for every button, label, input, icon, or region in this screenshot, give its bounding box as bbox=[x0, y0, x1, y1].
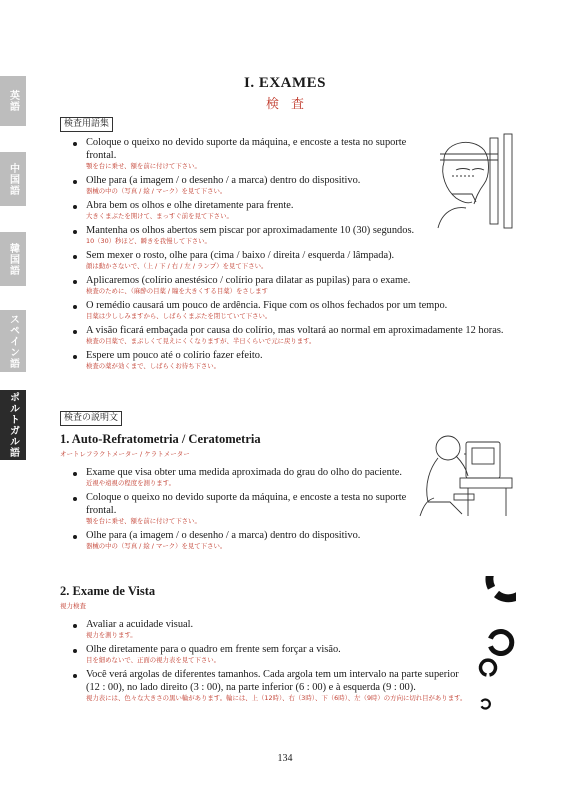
page-number: 134 bbox=[277, 753, 293, 764]
list-item: Sem mexer o rosto, olhe para (cima / baixo / direita / esquerda / lâmpada). 顔は動かさないで、（上 / 下 / 右 / 左 / ランプ）を見て下さい。 bbox=[70, 249, 536, 271]
landolt-ring-icon bbox=[489, 576, 516, 598]
side-tab-label: スペイン語 bbox=[7, 313, 19, 369]
section-title-vision-test: 2. Exame de Vista bbox=[60, 584, 156, 598]
side-tab-label: 韓国語 bbox=[7, 242, 19, 276]
autorefractometer-illustration bbox=[410, 428, 518, 518]
list-item: Coloque o queixo no devido suporte da máquina, e encoste a testa no suporte frontal. 顎を台に乗せ、額を前に付けて下さい。 bbox=[70, 491, 410, 526]
section2-list bbox=[70, 618, 467, 706]
list-item: Espere um pouco até o colírio fazer efeito. 検査の薬が効くまで、しばらくお待ち下さい。 bbox=[70, 349, 536, 371]
side-tab-korean[interactable] bbox=[0, 232, 26, 286]
list-item: Exame que visa obter uma medida aproximada do grau do olho do paciente. 近視や遠視の程度を測ります。 bbox=[70, 466, 410, 488]
glossary-label: 検査用語集 bbox=[60, 117, 113, 132]
section-subtitle-jp: オートレフラクトメーター / ケラトメーター bbox=[60, 450, 190, 458]
explanation-label: 検査の説明文 bbox=[60, 411, 122, 426]
landolt-rings-chart bbox=[456, 576, 516, 726]
landolt-ring-icon bbox=[482, 700, 490, 709]
side-tab-label: 英語 bbox=[7, 90, 19, 112]
list-item: O remédio causará um pouco de ardência. Fique com os olhos fechados por um tempo. 目薬は少ししみますから、しばらくまぶたを閉じていて下さい。 bbox=[70, 299, 536, 321]
page-subtitle-jp: 検査 bbox=[265, 97, 316, 112]
side-tab-label: ポルトガル語 bbox=[7, 392, 19, 458]
section-title-autorefractometry: 1. Auto-Refratometria / Ceratometria bbox=[60, 432, 261, 446]
page-title: I. EXAMES bbox=[243, 75, 326, 91]
section1-list bbox=[70, 466, 410, 554]
list-item: Olhe para (a imagem / o desenho / a marca) dentro do dispositivo. 器械の中の（写真 / 絵 / マーク）を見て下さい。 bbox=[70, 529, 410, 551]
list-item: Olhe para (a imagem / o desenho / a marca) dentro do dispositivo. 器械の中の（写真 / 絵 / マーク）を見て下さい。 bbox=[70, 174, 450, 196]
glossary-list bbox=[70, 136, 504, 374]
side-tab-label: 中国語 bbox=[7, 162, 19, 196]
list-item: A visão ficará embaçada por causa do colírio, mas voltará ao normal em aproximadamente 12 horas. 検査の目薬で、まぶしくて見えにくくなりますが、半日くらいで元に戻ります。 bbox=[70, 324, 536, 346]
landolt-ring-icon bbox=[491, 632, 512, 654]
side-tab-spanish[interactable] bbox=[0, 310, 26, 372]
list-item: Você verá argolas de diferentes tamanhos. Cada argola tem um intervalo na parte superior (12 : 00), no lado direito (3 : 00), na parte inferior (6 : 00) e à esquerda (9 : 00). 視力表には、色々な大きさの黒い輪があります。輪には、上（12時）、右（3時）、下（6時）、左（9時）の方向に切れ目があります。 bbox=[70, 668, 460, 703]
list-item: Abra bem os olhos e olhe diretamente para frente. 大きくまぶたを開けて、まっすぐ前を見て下さい。 bbox=[70, 199, 450, 221]
section-subtitle-jp: 視力検査 bbox=[60, 602, 86, 610]
list-item: Coloque o queixo no devido suporte da máquina, e encoste a testa no suporte frontal. 顎を台に乗せ、額を前に付けて下さい。 bbox=[70, 136, 426, 171]
side-tab-chinese[interactable] bbox=[0, 152, 26, 206]
list-item: Mantenha os olhos abertos sem piscar por aproximadamente 10 (30) segundos. 10（30）秒ほど、瞬きを我慢して下さい。 bbox=[70, 224, 536, 246]
patient-chinrest-illustration bbox=[432, 132, 518, 230]
landolt-ring-icon bbox=[481, 660, 496, 675]
side-tab-portuguese[interactable] bbox=[0, 390, 26, 460]
list-item: Aplicaremos (colírio anestésico / colírio para dilatar as pupilas) para o exame. 検査のために、（麻酔の目薬 / 瞳を大きくする目薬）をさします bbox=[70, 274, 536, 296]
list-item: Avaliar a acuidade visual. 視力を測ります。 bbox=[70, 618, 460, 640]
list-item: Olhe diretamente para o quadro em frente sem forçar a visão. 目を細めないで、正面の視力表を見て下さい。 bbox=[70, 643, 460, 665]
page-header bbox=[0, 75, 570, 112]
